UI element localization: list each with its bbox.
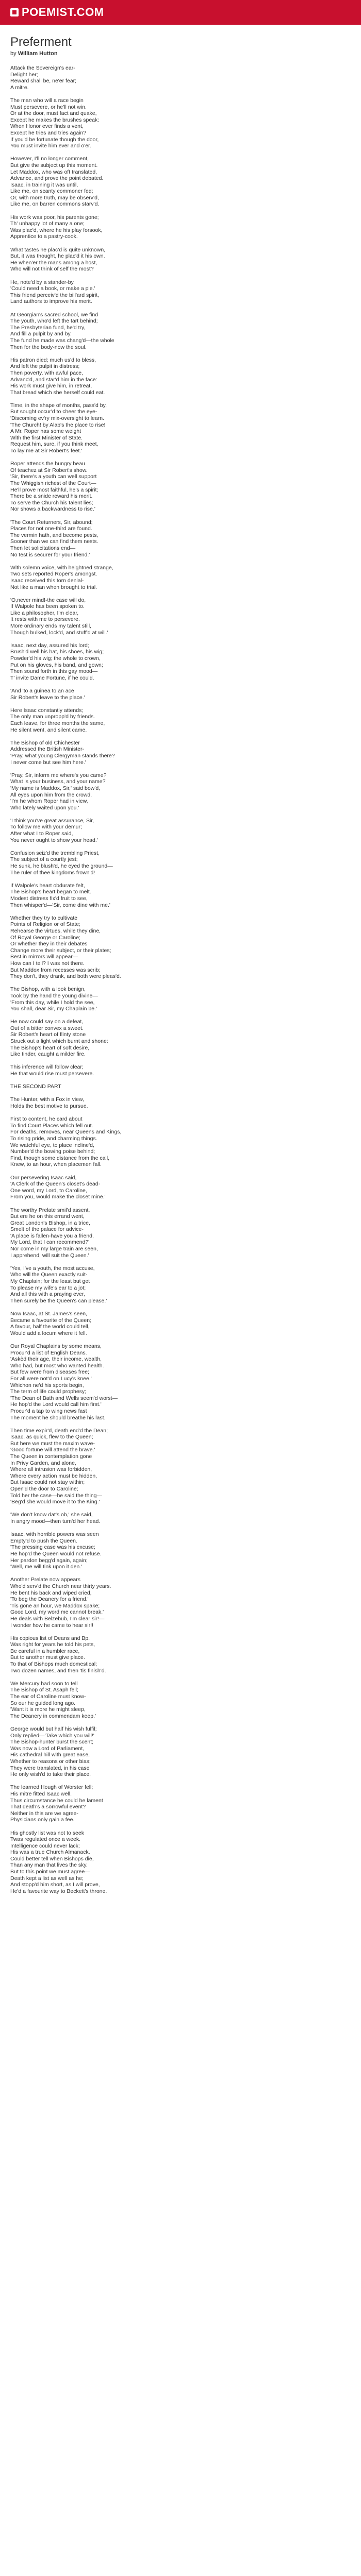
poem-line: The Bishop of old Chichester: [10, 739, 80, 746]
poem-line: Places for not one-third are found.: [10, 526, 92, 532]
poem-line: 'Pray, Sir, inform me where's you came?: [10, 772, 107, 778]
poem-line: One word, my Lord, to Caroline,: [10, 1187, 87, 1194]
poem-line: Who had, but most who wanted health.: [10, 1362, 104, 1369]
poem-line: 'I'm he whom Roper had in view,: [10, 798, 88, 805]
poem-line: But few were from diseases free;: [10, 1369, 89, 1376]
poem-line: Whether to reasons or other bias;: [10, 1758, 91, 1765]
poem-line: I wonder how he came to hear sir!!: [10, 1622, 94, 1629]
poem-line: The Bishop-hunter burst the scent;: [10, 1739, 94, 1745]
poem-line: Isaac, as quick, flew to the Queen;: [10, 1434, 93, 1440]
poem-line: Time, in the shape of months, pass'd by,: [10, 402, 107, 409]
poem-body-part-one: [10, 65, 351, 1077]
poem-line: What tastes he plac'd is quite unknown,: [10, 246, 106, 253]
poem-line: The Hunter, with a Fox in view,: [10, 1096, 84, 1103]
poem-line: Then surely be the Queen's can please.': [10, 1297, 107, 1304]
poem-line: Put on his gloves, his band, and gown;: [10, 662, 103, 668]
poem-line: Request him, sure, if you think meet,: [10, 441, 99, 448]
poem-line: All eyes upon him from the crowd.: [10, 791, 92, 798]
stanza: [10, 402, 351, 454]
poem-line: 'The Church! by Alab's the place to rise!: [10, 421, 106, 428]
poem-line: The Bishop of St. Asaph fell;: [10, 1687, 78, 1693]
stanza: [10, 357, 351, 396]
stanza: [10, 688, 351, 701]
poem-line: To follow me with your demur;: [10, 824, 82, 831]
poem-line: A Mr. Roper has some weight: [10, 428, 81, 435]
poem-line: Brush'd well his hat, his shoes, his wig;: [10, 649, 104, 655]
poem-line: To that of Bishops much domestical;: [10, 1661, 97, 1668]
stanza: [10, 1784, 351, 1823]
stanza: [10, 707, 351, 733]
poem-line: 'The Dean of Bath and Wells seem'd worst—: [10, 1395, 118, 1401]
poem-line: More ordinary ends my talent still,: [10, 623, 91, 630]
poem-line: Then let solicitations end—: [10, 545, 76, 551]
stanza: [10, 1512, 351, 1524]
poem-line: Or at the door, must fact and quake,: [10, 110, 97, 117]
poem-line: Two dozen names, and then 'tis finish'd.: [10, 1667, 106, 1674]
poem-line: How can I tell? I was not there.: [10, 960, 85, 967]
poem-line: 'Beg'd she would move it to the King.': [10, 1499, 100, 1505]
poem-line: To serve the Church his talent lies;: [10, 499, 93, 506]
poem-line: But sought occur'd to cheer the eye-: [10, 409, 97, 415]
poem-line: Roper attends the hungry beau: [10, 461, 85, 467]
poem-line: Except he makes the brushes speak:: [10, 116, 100, 123]
poem-line: Was right for years he told his pets,: [10, 1641, 95, 1648]
poem-line: Reward shall be, ne'er fear;: [10, 78, 77, 84]
poem-line: Like me, on scanty commoner fed;: [10, 188, 93, 195]
poem-line: He hop'd the Lord would call him first.': [10, 1401, 102, 1408]
poem-line: A mitre.: [10, 84, 29, 91]
poem-line: Must persevere, or he'll not win.: [10, 104, 87, 110]
byline-prefix: by: [10, 50, 18, 57]
poem-line: 'From this day, while I hold the see,: [10, 999, 95, 1006]
poem-line: They don't, they drank, and both were pleas'd.: [10, 973, 121, 980]
stanza: [10, 1681, 351, 1720]
poem-line: Though bulked, lock'd, and stuff'd at will.': [10, 629, 108, 636]
poem-line: 'A Clerk of the Queen's closet's dead-: [10, 1181, 101, 1188]
poem-line: Number'd the bowing poise behind;: [10, 1148, 95, 1155]
poem-line: Confusion seiz'd the trembling Priest,: [10, 850, 100, 856]
stanza: [10, 740, 351, 766]
poem-line: Delight her;: [10, 71, 38, 78]
poem-line: Then time expir'd, death end'd the Dean;: [10, 1427, 108, 1434]
poem-line: Became a favourite of the Queen;: [10, 1317, 92, 1324]
poem-line: The ruler of thee kingdoms frown'd!: [10, 869, 95, 876]
poem-line: Advance, and prove the point debated.: [10, 175, 104, 182]
poem-line: The moment he should breathe his last.: [10, 1414, 106, 1421]
poem-line: To find Court Places which fell out.: [10, 1122, 93, 1129]
poem-line: The Bishop's heart of soft desire,: [10, 1044, 90, 1051]
poem-line: 'Want it is more he might sleep,: [10, 1706, 86, 1713]
poem-line: That death's a sorrowful event?: [10, 1804, 86, 1810]
poem-line: Neither in this are we agree-: [10, 1810, 78, 1817]
poem-line: He now could say on a defeat,: [10, 1019, 84, 1025]
stanza: [10, 597, 351, 636]
poem-line: 'Could need a book, or make a pie.': [10, 285, 95, 292]
poem-line: Of Royal George or Caroline;: [10, 934, 80, 941]
poem-line: Procur'd a tap to wing news fast: [10, 1408, 87, 1414]
stanza: [10, 915, 351, 980]
poem-line: He hop'd the Queen would not refuse.: [10, 1550, 102, 1557]
poem-line: Who lately waited upon you.': [10, 804, 79, 811]
stanza: [10, 1116, 351, 1168]
poem-line: Modest distress fix'd fruit to see,: [10, 895, 88, 902]
poem-line: In angry mood—then turn'd her head.: [10, 1518, 101, 1524]
stanza: [10, 986, 351, 1012]
stanza: [10, 156, 351, 208]
poem-line: But Maddox from recesses was scrib;: [10, 967, 101, 973]
poem-line: Physicians only gain a fee.: [10, 1817, 75, 1823]
stanza: [10, 247, 351, 273]
stanza: [10, 1265, 351, 1304]
poem-line: His ghostly list was not to seek: [10, 1829, 84, 1836]
poem-line: Except he tries and tries again?: [10, 129, 87, 136]
poem-line: Than any man that lives the sky.: [10, 1862, 88, 1869]
poem-line: So our he guided long ago.: [10, 1700, 76, 1706]
poem-line: First to content, he card about: [10, 1116, 83, 1123]
poem-line: The only man unpropp'd by friends.: [10, 714, 95, 720]
poem-line: Powder'd his wig; the whole to crown,: [10, 655, 101, 662]
poem-line: The man who will a race begin: [10, 97, 84, 104]
poem-line: You shall, dear Sir, my Chaplain be.': [10, 1006, 97, 1012]
poem-line: Best in mirrors will appear—: [10, 954, 78, 960]
poem-line: His patron died; much us'd to bless,: [10, 357, 96, 363]
poem-line: Isaac, in training it was until,: [10, 181, 78, 188]
poem-line: Addressed the British Minister-: [10, 746, 84, 753]
stanza: [10, 1096, 351, 1109]
poem-line: Then sound forth in this gay mood—: [10, 668, 98, 675]
poem-line: You must invite him ever and o'er.: [10, 143, 91, 149]
poem-line: Great London's Bishop, in a trice,: [10, 1219, 90, 1226]
stanza: [10, 1343, 351, 1421]
poem-line: The Bishop, with a look benign,: [10, 986, 86, 993]
stanza: [10, 883, 351, 908]
poem-line: Nor come in my large train are seen,: [10, 1246, 98, 1252]
poem-line: George would but half his wish fulfil;: [10, 1726, 97, 1732]
poem-line: Who'd serv'd the Church near thirty years.: [10, 1583, 111, 1589]
poem-line: The Bishop's heart began to melt.: [10, 889, 91, 895]
poem-line: Then for the body-now the soul.: [10, 344, 87, 350]
poem-line: But to this point we must agree—: [10, 1869, 90, 1875]
poem-line: You never ought to show your head.': [10, 837, 98, 843]
poem-line: Who will not think of self the most?: [10, 266, 94, 273]
stanza: [10, 1064, 351, 1077]
poem-line: Each leave, for three months the same,: [10, 720, 105, 726]
poem-line: The learned Hough of Worster fell;: [10, 1784, 93, 1791]
poem-line: 'The pressing case was his excuse;: [10, 1544, 95, 1551]
poem-line: Apprentice to a pastry-cook.: [10, 233, 78, 240]
poem-line: Our Royal Chaplains by some means,: [10, 1343, 102, 1349]
poem-line: To rising pride, and charming things.: [10, 1135, 97, 1142]
poem-line: Could better tell when Bishops die,: [10, 1855, 94, 1862]
poem-line: After what I to Roper said,: [10, 831, 73, 837]
stanza: [10, 772, 351, 811]
poem-line: We watchful eye, to place incline'd,: [10, 1142, 94, 1148]
logo-icon: [10, 8, 19, 16]
poem-line: He only wish'd to take their place.: [10, 1771, 91, 1778]
poem-line: No test is securer for your friend.': [10, 551, 90, 558]
stanza: [10, 519, 351, 558]
poem-line: Sooner than we can find them nests.: [10, 538, 99, 545]
poem-line: However, I'll no longer comment,: [10, 156, 89, 162]
poem-line: Attack the Sovereign's ear-: [10, 65, 75, 71]
poem-line: He sunk, he blush'd, he eyed the ground—: [10, 863, 113, 870]
poem-line: Be careful in a humbler race,: [10, 1648, 80, 1654]
poem-line: Twas regulated once a week.: [10, 1836, 80, 1843]
poem-line: And all this with a praying ever,: [10, 1291, 85, 1298]
poem-line: Two sets reported Roper's amongst.: [10, 571, 97, 578]
poem-line: He'll prove most faithful, he's a spirit;: [10, 486, 99, 493]
stanza: [10, 818, 351, 843]
poem-line: His mitre fitted Isaac well.: [10, 1790, 72, 1797]
poem-line: Smelt of the palace for advice-: [10, 1226, 84, 1233]
poem-byline: [10, 50, 351, 57]
poem-line: 'Discoming ev'ry mix-oversight to learn.: [10, 415, 104, 422]
stanza: [10, 1635, 351, 1674]
poem-line: To lay me at Sir Robert's feet.': [10, 448, 83, 454]
poem-line: He when'er the mans among a host,: [10, 259, 97, 266]
stanza: [10, 312, 351, 351]
poem-line: His copious list of Deans and Bp.: [10, 1635, 90, 1641]
stanza: [10, 565, 351, 590]
logo-text: POEMIST.COM: [22, 6, 104, 19]
stanza: [10, 1531, 351, 1570]
poem-line: T' invite Dame Fortune, if he could.: [10, 674, 94, 681]
poem-line: Whether they try to cultivate: [10, 914, 78, 921]
poem-line: He deals with Belzebub, I'm clear sir!—: [10, 1615, 105, 1622]
poem-line: But give the subject up this moment.: [10, 162, 98, 168]
poem-line: Like tinder, caught a milder fire.: [10, 1051, 86, 1058]
stanza: [10, 65, 351, 91]
poem-line: Another Prelate now appears: [10, 1577, 81, 1583]
poem-line: 'Askèd their age, their income, wealth,: [10, 1356, 102, 1363]
poem-line: Not like a man when brought to trial.: [10, 584, 97, 590]
poem-line: 'The Court Returners, Sir, abound;: [10, 519, 93, 526]
poem-line: I apprehend, will suit the Queen.': [10, 1252, 89, 1259]
poem-line: Death kept a list as well as he;: [10, 1875, 84, 1882]
poem-line: He, note'd by a stander-by,: [10, 279, 75, 285]
poem-line: Find, though some distance from the call,: [10, 1155, 110, 1161]
stanza: [10, 1830, 351, 1895]
poem-line: Land authors to improve his merit.: [10, 298, 92, 305]
poem-line: At Georgian's sacred school, we find: [10, 311, 99, 318]
stanza: [10, 214, 351, 240]
poem-line: Advanc'd, and star'd him in the face:: [10, 376, 97, 383]
poem-line: Our persevering Isaac said,: [10, 1174, 77, 1181]
stanza: [10, 97, 351, 149]
poem-line: Here Isaac constantly attends;: [10, 707, 84, 714]
poem-line: Knew, to an hour, when placemen fall.: [10, 1161, 102, 1168]
poem-line: With the first Minister of State.: [10, 434, 83, 441]
poem-line: 'O,never mind!-the case will do,: [10, 597, 86, 603]
poem-line: 'I think you've great assurance, Sir,: [10, 817, 94, 824]
poem-line: The Presbyterian fund, he'd try,: [10, 324, 86, 331]
poem-line: For deaths, removes, near Queens and Kings,: [10, 1129, 122, 1136]
poem-line: His was a true Church Almanack.: [10, 1849, 90, 1856]
poem-author[interactable]: William Hutton: [18, 50, 58, 57]
poem-line: His cathedral hill with great ease,: [10, 1752, 90, 1758]
poem-line: The Queen in contemplation gone: [10, 1453, 92, 1460]
poem-line: 'Tis gone an hour, we Maddox spake;: [10, 1602, 100, 1609]
poem-line: But Isaac could not stay within;: [10, 1479, 85, 1486]
poem-line: He bent his back and wiped cried,: [10, 1589, 92, 1596]
poem-line: Or, with more truth, may be observ'd,: [10, 194, 99, 201]
poem-line: Procur'd a list of English Deans.: [10, 1349, 87, 1356]
poem-line: Then poverty, with awful pace,: [10, 369, 84, 376]
stanza: [10, 1311, 351, 1336]
poem-line: 'My name is Maddox, Sir,' said bow'd,: [10, 785, 101, 791]
stanza: [10, 1428, 351, 1505]
poem-line: The Deanery in commendam keep.': [10, 1713, 96, 1719]
stanza: [10, 1207, 351, 1259]
poem-line: My Lord, that I can recommend?': [10, 1239, 90, 1246]
poem-line: Holds the best motive to pursue.: [10, 1103, 88, 1109]
poem-line: Isaac, with horrible powers was seen: [10, 1531, 99, 1538]
poem-line: That bread which she herself could eat.: [10, 389, 105, 396]
poem-line: 'Well, me will tink upon it den.': [10, 1564, 83, 1570]
poem-line: My Chaplain; for the least but get: [10, 1278, 90, 1285]
poem-line: If you'd be fortunate though the door,: [10, 136, 99, 143]
poem-line: When Honor ever finds a vent,: [10, 123, 84, 130]
poem-line: Thus circumstance he could he lament: [10, 1797, 103, 1804]
poem-line: Sir Robert's leave to the place.': [10, 694, 85, 701]
poem-line: 'Pray, what young Clergyman stands there?: [10, 752, 115, 759]
poem-line: Rehearse the virtues, while they dine,: [10, 927, 101, 934]
site-logo[interactable]: [10, 6, 104, 19]
poem-line: The fund he made was chang'd—the whole: [10, 337, 114, 344]
poem-line: There be a snide reward his merit.: [10, 493, 93, 500]
poem-line: The vermin hath, and become pests,: [10, 532, 99, 538]
poem-line: Then whisper'd—'Sir, come dine with me.': [10, 902, 110, 908]
poem-line: The subject of a courtly jest;: [10, 856, 78, 863]
stanza: [10, 461, 351, 513]
poem-line: His work must give him, in retreat,: [10, 383, 92, 389]
poem-line: Who will the Queen exactly suit-: [10, 1272, 88, 1278]
poem-content: [0, 35, 361, 1894]
stanza: [10, 850, 351, 876]
poem-line: Like me, on barren commons starv'd.: [10, 201, 100, 208]
poem-line: Change more their subject, or their plates;: [10, 947, 111, 954]
stanza: [10, 1175, 351, 1200]
poem-line: 'Yes, I've a youth, the most accuse,: [10, 1265, 95, 1272]
poem-line: Like a philosopher, I'm clear,: [10, 609, 79, 616]
poem-line: But ere he on this errand went,: [10, 1213, 85, 1220]
poem-line: Out of a bitter convex a sweet.: [10, 1025, 84, 1031]
poem-line: But, it was thought, he plac'd it his own.: [10, 253, 105, 260]
poem-line: And left the pulpit in distress;: [10, 363, 80, 370]
poem-line: The ear of Caroline must know-: [10, 1693, 86, 1700]
poem-line: With solemn voice, with heightned strange,: [10, 564, 113, 571]
poem-line: It rests with me to persevere.: [10, 616, 80, 623]
poem-line: Where all intrusion was forbidden,: [10, 1466, 92, 1473]
poem-line: Was plac'd, where he his play forsook,: [10, 227, 103, 233]
poem-line: Good Lord, my word me cannot break.': [10, 1609, 104, 1616]
poem-line: But to another must give place.: [10, 1654, 85, 1661]
poem-title: Preferment: [10, 35, 72, 49]
poem-line: The Whiggish richest of the Court—: [10, 480, 96, 486]
poem-line: Where every action must be hidden,: [10, 1472, 97, 1479]
poem-line: And stopp'd him short, as I will prove,: [10, 1882, 100, 1888]
poem-line: If Walpole's heart obdurate felt,: [10, 882, 85, 889]
poem-line: This inference will follow clear;: [10, 1064, 84, 1071]
poem-line: The term of life could prophesy;: [10, 1388, 87, 1395]
poem-line: What is your business, and your name?': [10, 778, 107, 785]
poem-line: Isaac, next day, assured his lord;: [10, 642, 89, 649]
poem-line: His work was poor, his parents gone;: [10, 214, 99, 221]
section-heading: THE SECOND PART: [10, 1083, 61, 1090]
poem-line: Points of Religion or of State;: [10, 921, 80, 928]
poem-line: Only replied—'Take which you will!': [10, 1732, 94, 1739]
poem-line: Or whether they in their debates: [10, 941, 88, 947]
poem-line: The worthy Prelate smil'd assent,: [10, 1207, 90, 1213]
poem-line: They were translated, in his case: [10, 1765, 90, 1771]
poem-line: Isaac received this torn denial-: [10, 577, 84, 584]
poem-line: A favour, half the world could tell,: [10, 1324, 90, 1330]
poem-line: Whichon ne'd his sports begin,: [10, 1382, 84, 1388]
poem-line: And fill a pulpit by and by.: [10, 331, 72, 337]
poem-line: Now Isaac, at St. James's seen,: [10, 1311, 88, 1317]
poem-line: Let Maddox, who was oft translated,: [10, 168, 97, 175]
poem-line: Would add a locum where it fell.: [10, 1330, 87, 1336]
poem-line: The youth, who'd left the tart behind;: [10, 318, 98, 325]
poem-line: I never come but see him here.': [10, 759, 86, 766]
poem-line: Open'd the door to Caroline;: [10, 1486, 78, 1493]
poem-line: This friend perceiv'd the bill'ard spirit,: [10, 292, 100, 298]
poem-line: 'A place is fallen-have you a friend,: [10, 1232, 94, 1239]
poem-line: For all were not'd on Lucy's knee.': [10, 1375, 92, 1382]
poem-line: Told her the case—he said the thing—: [10, 1492, 103, 1499]
poem-body-part-two: [10, 1096, 351, 1894]
poem-line: But here we must the maxim wave-: [10, 1440, 95, 1447]
poem-line: Struck out a light which burnt and shone:: [10, 1038, 108, 1045]
poem-line: In Privy Garden, and alone,: [10, 1460, 76, 1466]
stanza: [10, 279, 351, 305]
poem-line: Empty'd to push the Queen.: [10, 1537, 77, 1544]
stanza: [10, 1726, 351, 1778]
poem-line: 'To beg the Deanery for a friend.': [10, 1596, 89, 1603]
poem-line: Her pardon begg'd again, again;: [10, 1557, 88, 1564]
poem-line: Was now a Lord of Parliament,: [10, 1745, 85, 1752]
stanza: [10, 1019, 351, 1058]
poem-line: 'Sir, there's a youth can well support: [10, 473, 97, 480]
stanza: [10, 1577, 351, 1629]
poem-line: Took by the hand the young divine—: [10, 992, 98, 999]
poem-line: 'Good fortune will attend the brave.': [10, 1447, 95, 1453]
poem-line: He'd a favourite way to Beckett's throne.: [10, 1888, 107, 1894]
poem-line: Of teachez at Sir Robert's show.: [10, 467, 88, 473]
poem-line: If Walpole has been spoken to.: [10, 603, 85, 610]
poem-line: He silent went, and silent came.: [10, 726, 87, 733]
poem-line: From you, would make the closet mine.': [10, 1194, 106, 1200]
poem-line: Sir Robert's heart of flinty stone: [10, 1031, 86, 1038]
poem-line: 'And 'to a guinea to an ace: [10, 688, 74, 694]
poem-line: We Mercury had soon to tell: [10, 1680, 78, 1687]
poem-line: Intelligence could never lack;: [10, 1842, 80, 1849]
poem-line: He that would rise must persevere.: [10, 1071, 94, 1077]
poem-line: Nor shows a backwardness to rise.': [10, 506, 95, 513]
stanza: [10, 642, 351, 682]
poem-line: To please my wife's ear to a jot;: [10, 1284, 86, 1291]
poem-line: 'We don't know dat's ob,' she said,: [10, 1512, 93, 1518]
poem-line: Th' unhappy lot of many a one;: [10, 221, 85, 227]
site-header: [0, 0, 361, 25]
